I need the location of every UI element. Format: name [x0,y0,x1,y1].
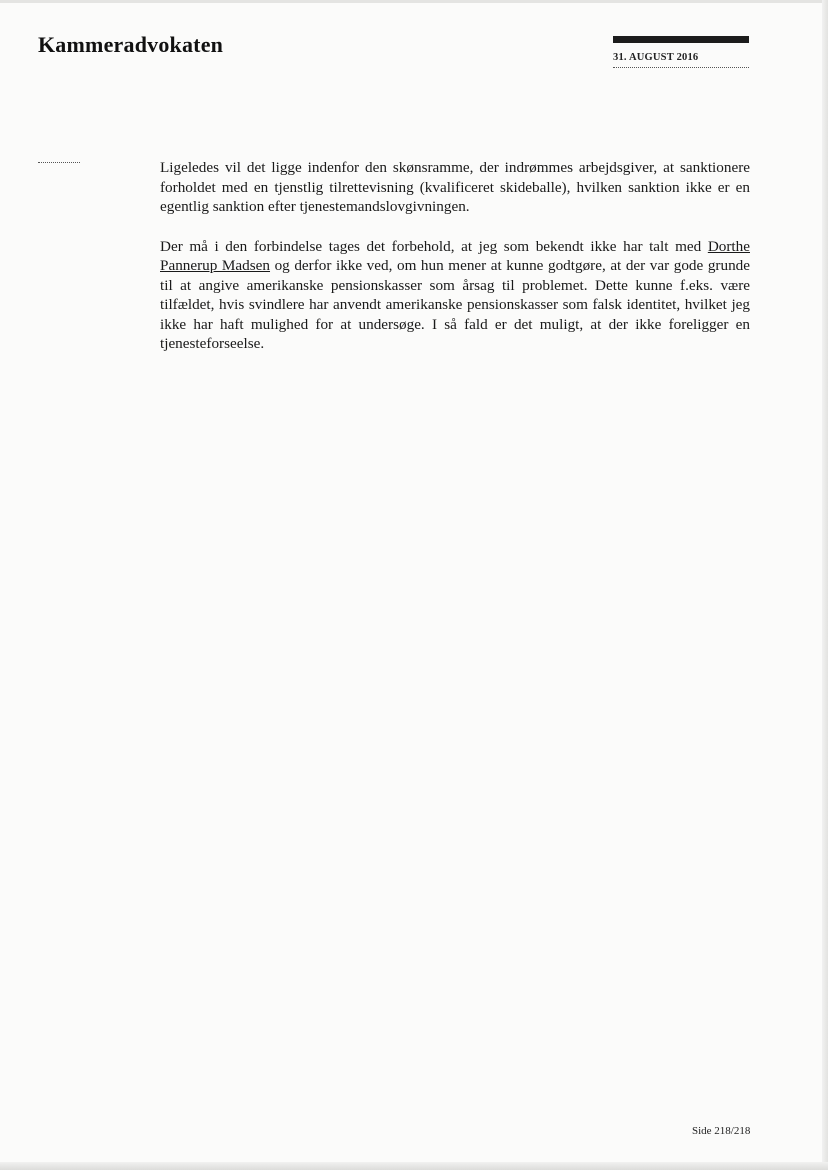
page-number: Side 218/218 [692,1125,751,1137]
paragraph-2-before: Der må i den forbindelse tages det forbehold, at jeg som bekendt ikke har talt med [160,237,708,255]
margin-dotted-rule [38,162,80,163]
person-name-link[interactable]: Dorthe Pannerup Madsen [160,237,750,274]
paragraph-2 [160,237,750,354]
paragraph-1: Ligeledes vil det ligge indenfor den skønsramme, der indrømmes arbejdsgiver, at sanktionere forholdet med en tjenstlig tilrettevisning (kvalificeret skideballe), hvilken sanktion ikke er en egentlig sanktion efter tjenestemandslovgivningen. [160,159,750,215]
date-dotted-rule [613,67,749,68]
date-bar [613,36,749,43]
document-date: 31. AUGUST 2016 [613,52,699,63]
body-text [160,158,750,374]
organization-name: Kammeradvokaten [38,32,224,57]
page-right-edge [822,0,828,1170]
paragraph-2-after: og derfor ikke ved, om hun mener at kunne godtgøre, at der var gode grunde til at angive amerikanske pensionskasser som årsag til problemet. Dette kunne f.eks. være tilfældet, hvis svindlere har anvendt amerikanske pensionskasser som falsk identitet, hvilket jeg ikke har haft mulighed for at undersøge. I så fald er det muligt, at der ikke foreligger en tjenesteforseelse. [160,257,750,352]
date-block [613,36,749,68]
page-top-edge [0,0,828,3]
page-bottom-edge [0,1162,828,1170]
